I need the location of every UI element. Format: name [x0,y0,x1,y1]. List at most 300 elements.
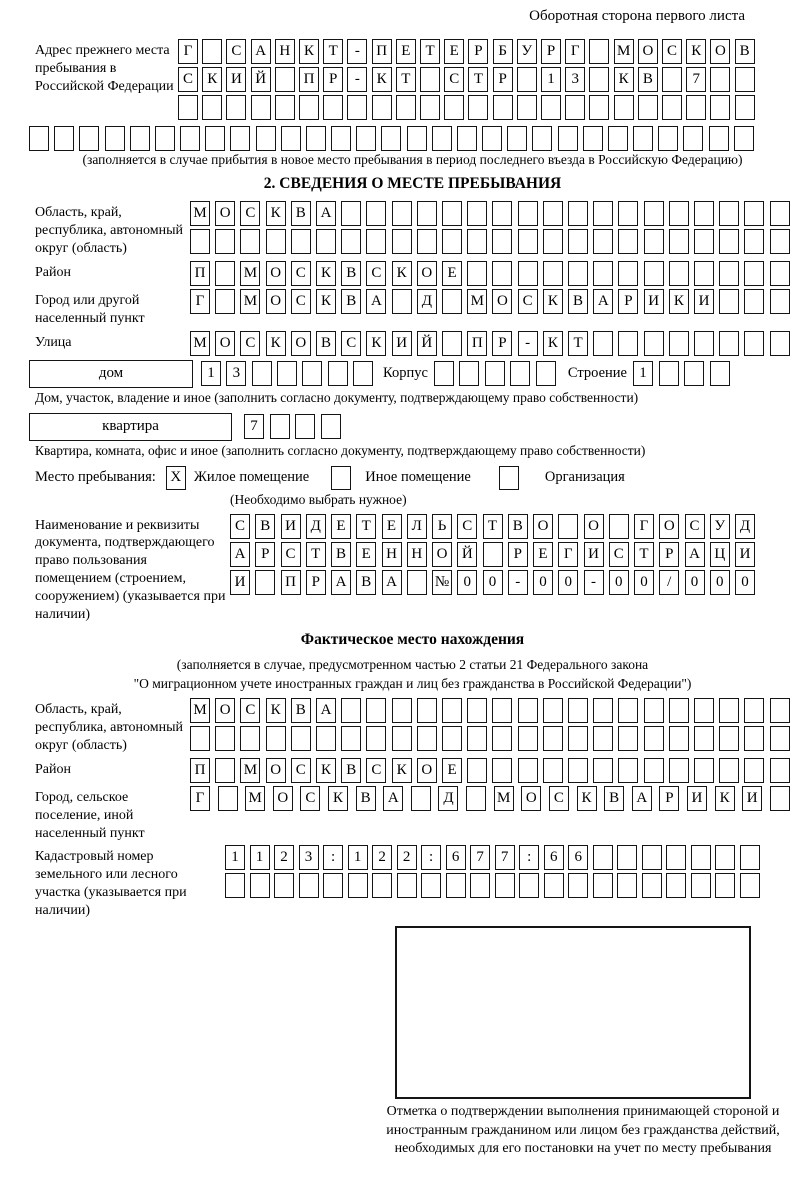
char-box[interactable]: С [281,542,301,567]
char-box[interactable]: 6 [544,845,564,870]
char-box[interactable] [417,726,437,751]
char-box[interactable] [251,95,271,120]
char-box[interactable]: В [568,289,588,314]
char-box[interactable] [691,873,711,898]
char-box[interactable] [316,726,336,751]
char-box[interactable] [614,95,634,120]
char-box[interactable] [485,361,505,386]
char-box[interactable] [593,873,613,898]
char-box[interactable]: 1 [201,361,221,386]
char-box[interactable] [709,126,729,151]
char-box[interactable]: И [584,542,604,567]
char-box[interactable]: В [604,786,624,811]
char-box[interactable]: Д [438,786,458,811]
char-box[interactable] [543,758,563,783]
char-box[interactable]: К [543,331,563,356]
char-box[interactable] [411,786,431,811]
char-box[interactable]: К [543,289,563,314]
char-box[interactable] [770,261,790,286]
char-box[interactable]: Г [190,786,210,811]
char-box[interactable]: Й [457,542,477,567]
char-box[interactable]: 1 [348,845,368,870]
char-box[interactable] [744,331,764,356]
char-box[interactable] [250,873,270,898]
char-box[interactable] [618,698,638,723]
char-box[interactable]: В [331,542,351,567]
char-box[interactable] [568,726,588,751]
char-box[interactable] [467,201,487,226]
char-box[interactable] [518,758,538,783]
char-box[interactable] [266,726,286,751]
char-box[interactable]: О [521,786,541,811]
char-box[interactable] [633,126,653,151]
char-box[interactable]: К [316,758,336,783]
char-box[interactable]: Р [493,67,513,92]
char-box[interactable]: А [251,39,271,64]
char-box[interactable]: И [687,786,707,811]
char-box[interactable]: И [735,542,755,567]
char-box[interactable]: А [331,570,351,595]
char-box[interactable] [275,67,295,92]
char-box[interactable] [417,201,437,226]
char-box[interactable]: П [467,331,487,356]
char-box[interactable] [54,126,74,151]
char-box[interactable]: : [421,845,441,870]
char-box[interactable] [468,95,488,120]
char-box[interactable]: А [230,542,250,567]
char-box[interactable]: О [533,514,553,539]
char-box[interactable] [744,201,764,226]
char-box[interactable]: 1 [541,67,561,92]
char-box[interactable]: Е [442,261,462,286]
char-box[interactable]: : [519,845,539,870]
char-box[interactable] [735,67,755,92]
char-box[interactable] [407,570,427,595]
char-box[interactable] [397,873,417,898]
char-box[interactable]: В [356,786,376,811]
char-box[interactable]: Д [306,514,326,539]
char-box[interactable] [252,361,272,386]
char-box[interactable] [583,126,603,151]
char-box[interactable] [323,95,343,120]
char-box[interactable] [568,201,588,226]
char-box[interactable]: Г [634,514,654,539]
char-box[interactable]: К [266,698,286,723]
char-box[interactable] [446,873,466,898]
char-box[interactable] [740,873,760,898]
char-box[interactable]: А [685,542,705,567]
char-box[interactable] [492,726,512,751]
char-box[interactable] [444,95,464,120]
char-box[interactable] [669,698,689,723]
char-box[interactable]: Е [331,514,351,539]
char-box[interactable] [467,261,487,286]
char-box[interactable] [543,229,563,254]
char-box[interactable] [105,126,125,151]
char-box[interactable]: О [215,331,235,356]
char-box[interactable] [694,201,714,226]
char-box[interactable] [240,229,260,254]
char-box[interactable]: 1 [225,845,245,870]
char-box[interactable]: О [215,698,235,723]
char-box[interactable] [593,201,613,226]
char-box[interactable] [694,229,714,254]
char-box[interactable]: 2 [372,845,392,870]
char-box[interactable] [226,95,246,120]
char-box[interactable] [517,95,537,120]
char-box[interactable] [662,67,682,92]
char-box[interactable]: Р [508,542,528,567]
char-box[interactable] [719,698,739,723]
char-box[interactable]: 0 [685,570,705,595]
char-box[interactable] [669,229,689,254]
char-box[interactable]: К [669,289,689,314]
char-box[interactable]: О [638,39,658,64]
char-box[interactable]: С [240,698,260,723]
char-box[interactable] [518,229,538,254]
char-box[interactable]: П [372,39,392,64]
char-box[interactable] [568,229,588,254]
char-box[interactable] [442,289,462,314]
char-box[interactable]: / [659,570,679,595]
char-box[interactable]: Й [251,67,271,92]
char-box[interactable] [467,229,487,254]
char-box[interactable] [536,361,556,386]
char-box[interactable] [565,95,585,120]
char-box[interactable]: М [190,201,210,226]
char-box[interactable]: С [300,786,320,811]
char-box[interactable] [457,126,477,151]
char-box[interactable]: К [392,261,412,286]
char-box[interactable]: 7 [244,414,264,439]
char-box[interactable]: С [685,514,705,539]
char-box[interactable]: - [347,39,367,64]
char-box[interactable]: Т [483,514,503,539]
char-box[interactable]: 7 [470,845,490,870]
char-box[interactable]: И [694,289,714,314]
char-box[interactable] [617,845,637,870]
char-box[interactable]: О [417,261,437,286]
char-box[interactable]: 6 [568,845,588,870]
char-box[interactable]: К [202,67,222,92]
char-box[interactable]: О [215,201,235,226]
char-box[interactable]: : [323,845,343,870]
char-box[interactable] [666,845,686,870]
char-box[interactable]: К [372,67,392,92]
char-box[interactable]: Р [255,542,275,567]
char-box[interactable] [644,201,664,226]
char-box[interactable] [719,289,739,314]
char-box[interactable]: И [392,331,412,356]
char-box[interactable] [770,331,790,356]
char-box[interactable] [694,758,714,783]
char-box[interactable] [735,95,755,120]
char-box[interactable] [130,126,150,151]
char-box[interactable] [644,229,664,254]
char-box[interactable] [274,873,294,898]
char-box[interactable]: - [584,570,604,595]
char-box[interactable] [770,726,790,751]
char-box[interactable] [568,698,588,723]
char-box[interactable] [215,289,235,314]
char-box[interactable] [694,698,714,723]
char-box[interactable]: - [508,570,528,595]
char-box[interactable]: М [190,698,210,723]
char-box[interactable] [432,126,452,151]
char-box[interactable] [694,261,714,286]
char-box[interactable] [255,570,275,595]
char-box[interactable] [618,758,638,783]
char-box[interactable] [321,414,341,439]
char-box[interactable]: Д [735,514,755,539]
char-box[interactable]: - [518,331,538,356]
char-box[interactable] [366,229,386,254]
char-box[interactable]: Ь [432,514,452,539]
char-box[interactable] [518,201,538,226]
char-box[interactable] [442,726,462,751]
char-box[interactable] [190,726,210,751]
char-box[interactable]: М [240,289,260,314]
char-box[interactable] [593,758,613,783]
char-box[interactable]: Г [178,39,198,64]
char-box[interactable]: 2 [397,845,417,870]
char-box[interactable]: Е [442,758,462,783]
char-box[interactable] [744,698,764,723]
char-box[interactable]: К [316,261,336,286]
char-box[interactable]: № [432,570,452,595]
char-box[interactable] [715,873,735,898]
char-box[interactable]: М [245,786,265,811]
char-box[interactable]: К [266,201,286,226]
char-box[interactable]: Р [323,67,343,92]
char-box[interactable]: Е [356,542,376,567]
char-box[interactable] [740,845,760,870]
char-box[interactable]: Р [468,39,488,64]
char-box[interactable]: С [240,331,260,356]
char-box[interactable] [744,758,764,783]
char-box[interactable] [366,726,386,751]
char-box[interactable]: 3 [565,67,585,92]
char-box[interactable] [299,873,319,898]
char-box[interactable] [770,786,790,811]
char-box[interactable] [396,95,416,120]
char-box[interactable] [467,726,487,751]
char-box[interactable]: - [347,67,367,92]
char-box[interactable]: Е [444,39,464,64]
char-box[interactable]: В [316,331,336,356]
char-box[interactable]: П [190,261,210,286]
char-box[interactable]: Р [618,289,638,314]
char-box[interactable]: 1 [250,845,270,870]
char-box[interactable]: П [281,570,301,595]
char-box[interactable] [593,261,613,286]
char-box[interactable]: С [240,201,260,226]
char-box[interactable] [407,126,427,151]
char-box[interactable] [541,95,561,120]
char-box[interactable]: В [255,514,275,539]
char-box[interactable]: С [444,67,464,92]
char-box[interactable] [558,514,578,539]
char-box[interactable] [593,698,613,723]
char-box[interactable]: М [467,289,487,314]
char-box[interactable] [589,95,609,120]
char-box[interactable]: 0 [558,570,578,595]
char-box[interactable]: А [593,289,613,314]
char-box[interactable] [543,261,563,286]
char-box[interactable]: М [614,39,634,64]
char-box[interactable]: 3 [226,361,246,386]
char-box[interactable] [467,758,487,783]
char-box[interactable] [658,126,678,151]
char-box[interactable] [683,126,703,151]
char-box[interactable]: Н [382,542,402,567]
char-box[interactable] [543,726,563,751]
char-box[interactable]: 0 [483,570,503,595]
char-box[interactable] [669,726,689,751]
char-box[interactable]: С [366,758,386,783]
char-box[interactable] [492,261,512,286]
char-box[interactable] [710,361,730,386]
char-box[interactable] [518,698,538,723]
char-box[interactable] [744,726,764,751]
char-box[interactable]: 0 [634,570,654,595]
checkbox-org[interactable] [499,466,519,490]
char-box[interactable]: И [644,289,664,314]
char-box[interactable] [684,361,704,386]
char-box[interactable] [366,201,386,226]
char-box[interactable] [719,726,739,751]
char-box[interactable] [417,698,437,723]
char-box[interactable] [225,873,245,898]
char-box[interactable]: К [299,39,319,64]
char-box[interactable] [710,67,730,92]
char-box[interactable] [442,331,462,356]
char-box[interactable] [155,126,175,151]
char-box[interactable] [710,95,730,120]
char-box[interactable] [392,229,412,254]
char-box[interactable] [417,229,437,254]
char-box[interactable]: Н [407,542,427,567]
char-box[interactable] [532,126,552,151]
char-box[interactable] [507,126,527,151]
char-box[interactable] [492,758,512,783]
char-box[interactable] [744,261,764,286]
char-box[interactable] [519,873,539,898]
char-box[interactable] [291,229,311,254]
char-box[interactable] [719,261,739,286]
char-box[interactable]: С [609,542,629,567]
char-box[interactable]: С [341,331,361,356]
char-box[interactable] [609,514,629,539]
char-box[interactable]: 0 [533,570,553,595]
char-box[interactable]: Г [565,39,585,64]
char-box[interactable] [593,845,613,870]
char-box[interactable] [770,229,790,254]
char-box[interactable] [644,261,664,286]
char-box[interactable]: С [518,289,538,314]
char-box[interactable]: О [291,331,311,356]
char-box[interactable]: Р [306,570,326,595]
char-box[interactable] [459,361,479,386]
char-box[interactable] [662,95,682,120]
char-box[interactable]: Р [659,542,679,567]
char-box[interactable] [568,758,588,783]
char-box[interactable] [205,126,225,151]
char-box[interactable]: К [686,39,706,64]
char-box[interactable]: 6 [446,845,466,870]
char-box[interactable]: С [291,289,311,314]
char-box[interactable]: С [662,39,682,64]
char-box[interactable]: М [240,758,260,783]
char-box[interactable] [543,698,563,723]
char-box[interactable] [434,361,454,386]
char-box[interactable] [202,39,222,64]
char-box[interactable]: В [341,289,361,314]
char-box[interactable] [669,261,689,286]
char-box[interactable]: О [492,289,512,314]
char-box[interactable]: С [291,758,311,783]
char-box[interactable]: Р [492,331,512,356]
char-box[interactable]: С [366,261,386,286]
char-box[interactable] [492,229,512,254]
char-box[interactable]: 1 [633,361,653,386]
char-box[interactable]: А [366,289,386,314]
char-box[interactable] [270,414,290,439]
char-box[interactable] [470,873,490,898]
char-box[interactable] [277,361,297,386]
char-box[interactable] [466,786,486,811]
char-box[interactable] [420,95,440,120]
char-box[interactable] [642,873,662,898]
char-box[interactable] [495,873,515,898]
char-box[interactable]: К [316,289,336,314]
char-box[interactable] [719,758,739,783]
char-box[interactable]: Т [323,39,343,64]
char-box[interactable]: Ц [710,542,730,567]
char-box[interactable]: С [457,514,477,539]
char-box[interactable] [442,698,462,723]
char-box[interactable]: К [715,786,735,811]
char-box[interactable]: О [266,289,286,314]
char-box[interactable]: 0 [609,570,629,595]
char-box[interactable] [593,331,613,356]
char-box[interactable]: 0 [710,570,730,595]
char-box[interactable] [669,331,689,356]
char-box[interactable] [353,361,373,386]
char-box[interactable]: М [494,786,514,811]
char-box[interactable] [568,261,588,286]
char-box[interactable]: К [366,331,386,356]
char-box[interactable]: 3 [299,845,319,870]
char-box[interactable]: М [240,261,260,286]
char-box[interactable] [618,201,638,226]
char-box[interactable] [482,126,502,151]
char-box[interactable] [644,758,664,783]
char-box[interactable] [744,289,764,314]
char-box[interactable] [366,698,386,723]
char-box[interactable] [295,414,315,439]
char-box[interactable] [608,126,628,151]
char-box[interactable]: А [382,570,402,595]
char-box[interactable] [510,361,530,386]
char-box[interactable]: Р [659,786,679,811]
char-box[interactable] [558,126,578,151]
checkbox-zhiloe[interactable]: X [166,466,186,490]
char-box[interactable] [517,67,537,92]
char-box[interactable]: О [659,514,679,539]
char-box[interactable]: В [508,514,528,539]
char-box[interactable] [644,726,664,751]
